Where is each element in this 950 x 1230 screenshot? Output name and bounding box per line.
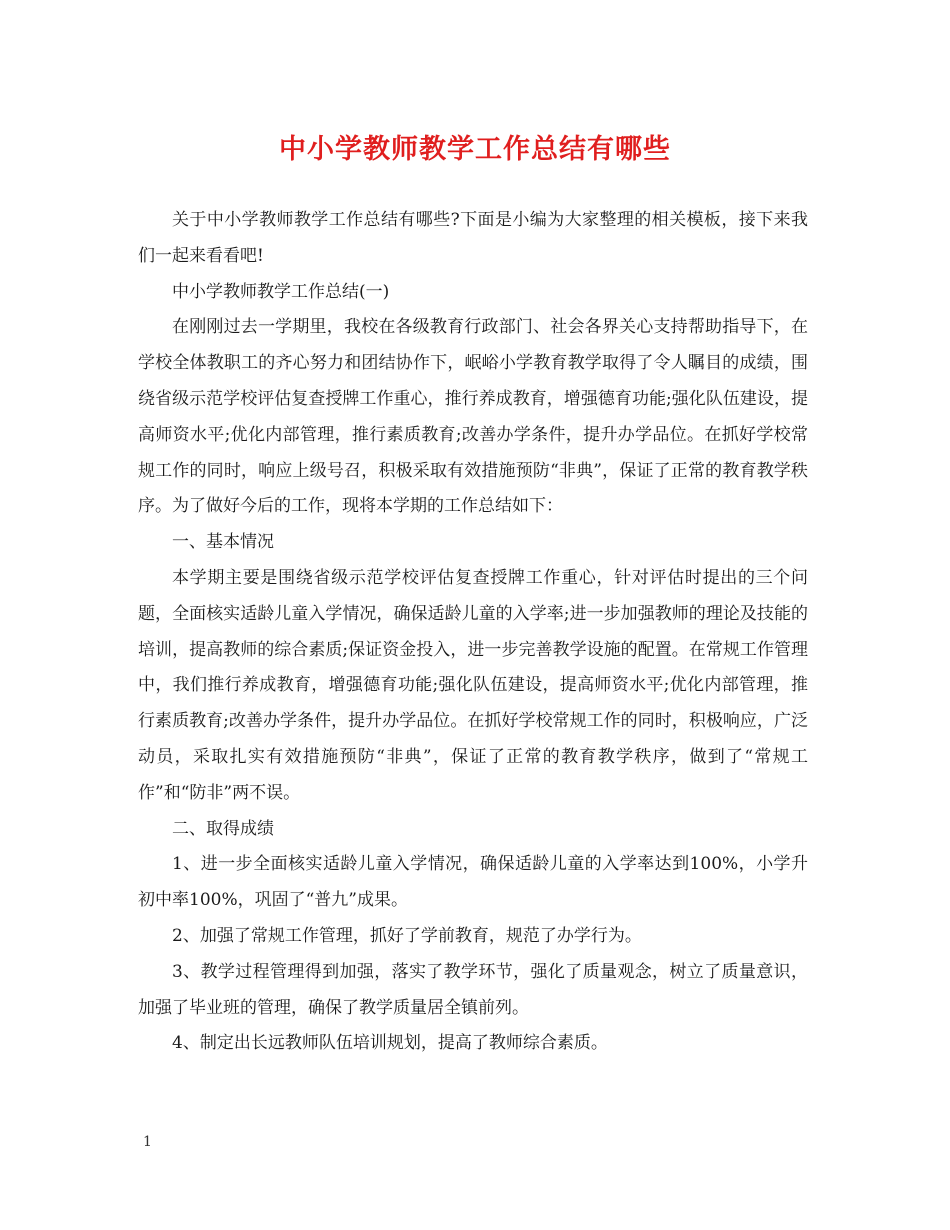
body-paragraph: 本学期主要是围绕省级示范学校评估复查授牌工作重心，针对评估时提出的三个问题，全面核实适龄儿童入学情况，确保适龄儿童的入学率;进一步加强教师的理论及技能的培训，提高教师的综合素质;保证资金投入，进一步完善教学设施的配置。在常规工作管理中，我们推行养成教育，增强德育功能;强化队伍建设，提高师资水平;优化内部管理，推行素质教育;改善办学条件，提升办学品位。在抓好学校常规工作的同时，积极响应，广泛动员，采取扎实有效措施预防“非典”，保证了正常的教育教学秩序，做到了“常规工作”和“防非”两不误。 xyxy=(138,567,808,803)
document-title: 中小学教师教学工作总结有哪些 xyxy=(279,134,671,165)
list-item: 2、加强了常规工作管理，抓好了学前教育，规范了办学行为。 xyxy=(172,925,642,946)
list-item: 4、制定出长远教师队伍培训规划，提高了教师综合素质。 xyxy=(172,1033,608,1054)
page-number: 1 xyxy=(143,1134,152,1150)
list-item: 3、教学过程管理得到加强，落实了教学环节，强化了质量观念，树立了质量意识，加强了毕业班的管理，确保了教学质量居全镇前列。 xyxy=(138,961,808,1018)
section-heading-achievements: 二、取得成绩 xyxy=(172,818,274,839)
body-paragraph: 在刚刚过去一学期里，我校在各级教育行政部门、社会各界关心支持帮助指导下，在学校全体教职工的齐心努力和团结协作下，岷峪小学教育教学取得了令人瞩目的成绩，围绕省级示范学校评估复查授牌工作重心，推行养成教育，增强德育功能;强化队伍建设，提高师资水平;优化内部管理，推行素质教育;改善办学条件，提升办学品位。在抓好学校常规工作的同时，响应上级号召，积极采取有效措施预防“非典”，保证了正常的教育教学秩序。为了做好今后的工作，现将本学期的工作总结如下： xyxy=(138,317,808,517)
intro-paragraph: 关于中小学教师教学工作总结有哪些?下面是小编为大家整理的相关模板，接下来我们一起来看看吧! xyxy=(138,210,808,266)
document-body xyxy=(138,203,808,1062)
section-heading-summary-one: 中小学教师教学工作总结(一) xyxy=(172,281,390,302)
section-heading-basic-situation: 一、基本情况 xyxy=(172,532,274,553)
list-item: 1、进一步全面核实适龄儿童入学情况，确保适龄儿童的入学率达到100%，小学升初中率100%，巩固了“普九”成果。 xyxy=(138,854,808,911)
